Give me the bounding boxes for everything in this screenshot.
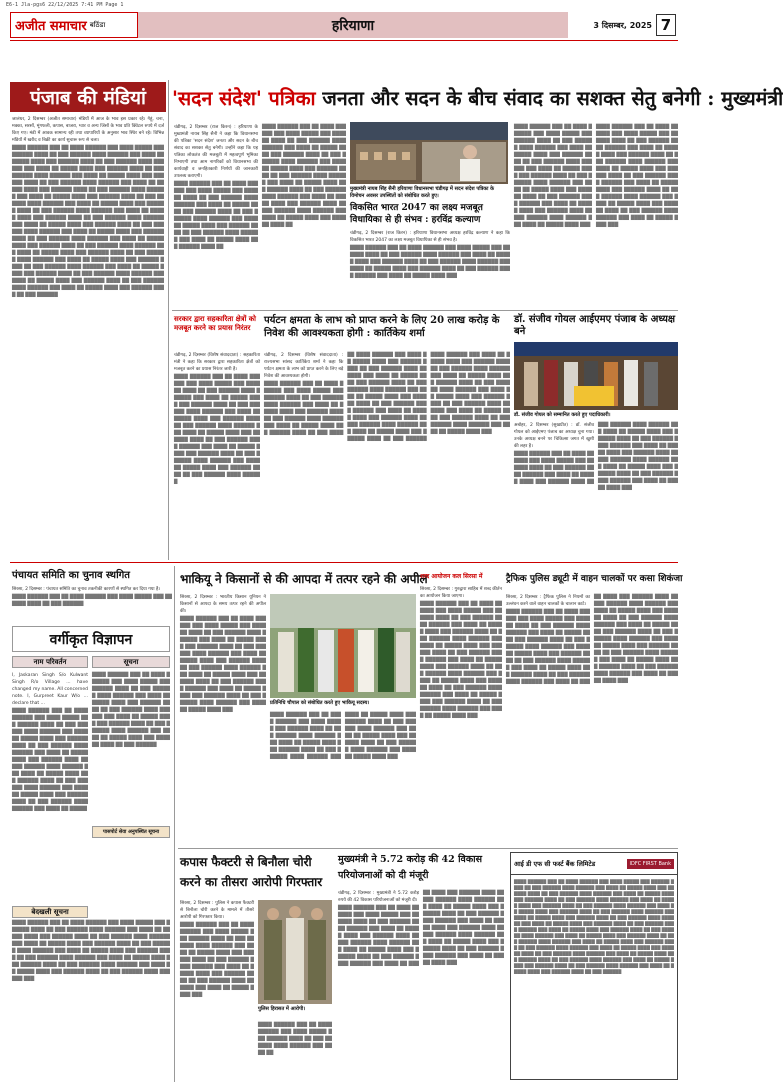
vikas-headline: विकसित भारत 2047 का लक्ष्य मजबूत विधायिका से ही संभव : हरविंद्र कल्याण (350, 203, 483, 225)
panchayat-text: सिरसा, 2 दिसम्बर : पंचायत समिति का चुनाव तकनीकी कारणों से स्थगित कर दिया गया है। (12, 587, 161, 592)
lead-filler-3: ████ ██████ ███ ██ ████ ██████ ███ ████ █████ ███ ██████ ████ ██ ███ ██████ ████ ██████ ███ ████ ██ █████ ████ ███ ██████ ████ ██ ███ ██████ ████ ██████ ███ ████ ██ █████ ████ ███ ██████ ████ ██ ███ ██████ ████ ██████ ███ ████ ██ █████ ████ ███ ██████ ████ ██ ███ ██████ ████ ██████ ███ ████ ██ █████ ████ ███ ██████ ████ ██ ███ ██████ ████ ██████ ███ ████ ██ █████ ████ ███ (514, 125, 592, 228)
classified-lost-docs-label: पासपोर्ट सेवा अनुपस्थित सूचना (102, 829, 160, 835)
edition-city: बठिंडा (89, 20, 106, 29)
bhakiyu-photo-caption: प्रतिनिधि चौपाल को संबोधित करते हुए भाकियू सदस्य। (270, 700, 370, 706)
bhakiyu-body (180, 594, 266, 844)
cm-projects-body (338, 890, 504, 1080)
bank-ad-filler: ████ ██████ ███ ██ ████ ██████ ███ ████ █████ ███ ██████ ████ ██ ███ ██████ ████ ██████ ███ ████ ██ █████ ████ ███ ██████ ████ ██ ███ ██████ ████ ██████ ███ ████ ██ █████ ████ ███ ██████ ████ ██ ███ ██████ ████ ██████ ███ ████ ██ █████ ████ ███ ██████ ████ ██ ███ ██████ ████ ██████ ███ ████ ██ █████ ████ ███ ██████ ████ ██ ███ ██████ ████ ██████ ███ ████ ██ █████ ████ ███ ██████ ████ ██ ███ ██████ ████ ██████ ███ ████ ██ █████ ████ ███ ██████ ████ ██ ███ ██████ ████ ██████ ███ ████ ██ █████ ████ ███ ██████ ████ ██ ███ ██████ ████ ██████ ███ ████ ██ █████ ████ ███ ██████ ████ ██ ███ ██████ ████ ██████ ███ ████ ██ █████ ████ ███ ██████ ████ ██ ███ ██████ ████ ██████ ███ ████ ██ █████ ████ ███ ██████ ████ ██ ███ ██████ ████ ██████ ███ ████ ██ █████ ████ ███ ██████ ████ ██ ███ ██████ ████ ██████ ███ ████ ██ █████ ████ ███ ██████ ████ ██ ███ ██████ ████ ██████ ███ ████ ██ █████ ████ ███ ██████ ████ ██ ███ ██████ (514, 879, 674, 974)
section-rule-2 (10, 562, 678, 563)
bhakiyu-filler-2: ████ ██████ ███ ██ ████ ██████ ███ ████ █████ ███ ██████ ████ ██ ███ ██████ ████ ██████ ███ ████ ██ █████ ████ ███ ██████ ████ ██ ███ ██████ ████ ██████ ███ ████ ██ █████ ████ ███ ██████ ████ ██ ███ ██████ ████ ██████ ███ ████ ██ █████ ████ ███ ██████ ████ ██ ███ ██████ ████ ██████ ███ ████ ██ █████ ████ ███ (270, 713, 416, 760)
shabad-headline: शब्द आयोजन कल सिरसा में (420, 573, 483, 580)
lead-body-col2 (262, 124, 346, 306)
cm-projects-headline: मुख्यमंत्री ने 5.72 करोड़ की 42 विकास परियोजनाओं को दी मंजूरी (338, 854, 483, 881)
issue-date: 3 दिसम्बर, 2025 (593, 20, 652, 30)
cm-projects-filler: ████ ██████ ███ ██ ████ ██████ ███ ████ █████ ███ ██████ ████ ██ ███ ██████ ████ ██████ ███ ████ ██ █████ ████ ███ ██████ ████ ██ ███ ██████ ████ ██████ ███ ████ ██ █████ ████ ███ ██████ ████ ██ ███ ██████ ████ ██████ ███ ████ ██ █████ ████ ███ ██████ ████ ██ ███ ██████ ████ ██████ ███ ████ ██ █████ ████ ███ ██████ ████ ██ ███ ██████ ████ ██████ ███ ████ ██ █████ ████ ███ ██████ ████ ██ ███ ██████ ████ ██████ ███ ████ ██ █████ ████ ███ ██████ ████ ██ ███ ██████ ████ ██████ ███ ████ ██ █████ ████ ███ (338, 891, 504, 967)
classified-title: वर्गीकृत विज्ञापन (12, 626, 170, 652)
panchayat-filler: ████ ██████ ███ ██ ████ ██████ ███ ████ █████ ███ ██████ ████ ██ ███ ██████ (12, 595, 172, 607)
lead-photo-caption: मुख्यमंत्री नायब सिंह सैनी हरियाणा विधानसभा चंडीगढ़ में सदन संदेश पत्रिका के विमोचन अवसर उपस्थितों को संबोधित करते हुए। (350, 186, 495, 199)
vikas-body (350, 230, 510, 306)
traffic-filler: ████ ██████ ███ ██ ████ ██████ ███ ████ █████ ███ ██████ ████ ██ ███ ██████ ████ ██████ ███ ████ ██ █████ ████ ███ ██████ ████ ██ ███ ██████ ████ ██████ ███ ████ ██ █████ ████ ███ ██████ ████ ██ ███ ██████ ████ ██████ ███ ████ ██ █████ ████ ███ ██████ ████ ██ ███ ██████ ████ ██████ ███ ████ ██ █████ ████ ███ ██████ ████ ██ ███ ██████ ████ ██████ ███ ████ ██ █████ ████ ███ ██████ ████ ██ ███ ██████ ████ ██████ ███ ████ ██ █████ ████ ███ ██████ ████ ██ ███ ██████ ████ ██████ ███ ████ ██ █████ ████ ███ ██████ ████ ██ ███ ██████ ████ ██████ ███ ████ ██ █████ ████ ███ ██████ ████ ██ ███ ██████ ████ ██████ ███ ████ ██ █████ ████ ███ (506, 595, 678, 685)
bank-ad-title: आई डी एफ सी फर्स्ट बैंक लिमिटेड (514, 860, 596, 868)
kapas-body (180, 900, 254, 1080)
section-bar (138, 12, 568, 38)
panchayat-headline: पंचायत समिति का चुनाव स्थगित (12, 570, 130, 581)
lead-headline-part1: 'सदन संदेश' पत्रिका (172, 87, 316, 110)
classified-lost: बेदखली सूचना (12, 906, 88, 918)
shabad-body (420, 586, 502, 844)
kapas-body-2 (258, 1022, 332, 1080)
ima-headline: डॉ. संजीव गोयल आईएमए पंजाब के अध्यक्ष बने (514, 314, 676, 337)
ima-body (514, 422, 678, 558)
sahkar-headline: सरकार द्वारा सहकारिता क्षेत्रों को मजबूत करने का प्रयास निरंतर (174, 314, 256, 332)
section-rule-3 (178, 848, 678, 849)
ima-photo-graphic (514, 342, 678, 410)
bank-ad-logo: IDFC FIRST Bank (627, 859, 674, 869)
classified-text: I, Jaskaran Singh S/o Kulwant Singh R/o Village ... have changed my name. All concerned note. I, Gurpreet Kaur W/o ... declare that ... (12, 673, 88, 706)
sahkar-filler: ████ ██████ ███ ██ ████ ██████ ███ ████ █████ ███ ██████ ████ ██ ███ ██████ ████ ██████ ███ ████ ██ █████ ████ ███ ██████ ████ ██ ███ ██████ ████ ██████ ███ ████ ██ █████ ████ ███ ██████ ████ ██ ███ ██████ ████ ██████ ███ ████ ██ █████ ████ ███ ██████ ████ ██ ███ ██████ ████ ██████ ███ ████ ██ █████ ████ ███ ██████ ████ ██ ███ ██████ ████ ██████ ███ ████ ██ █████ ████ ███ ██████ ████ ██ ███ ██████ ████ ██████ (174, 375, 260, 485)
mandi-body (12, 116, 164, 556)
lead-text: चंडीगढ़, 2 दिसम्बर (राज किरन) : हरियाणा के मुख्यमंत्री नायब सिंह सैनी ने कहा कि विधानसभा की पत्रिका 'सदन संदेश' जनता और सदन के बीच संवाद का सशक्त सेतु बनेगी। उन्होंने कहा कि यह पत्रिका लोकतंत्र की मजबूती में महत्वपूर्ण भूमिका निभाएगी तथा आम नागरिकों को विधानसभा की कार्यवाही व जनहितकारी निर्णयों की जानकारी उपलब्ध कराएगी। (174, 125, 258, 179)
classified-lost-docs (92, 826, 170, 838)
cm-projects-text: चंडीगढ़, 2 दिसम्बर : मुख्यमंत्री ने 5.72 करोड़ रुपये की 42 विकास परियोजनाओं को मंजूरी दी। (338, 891, 419, 903)
paryatan-text: चंडीगढ़, 2 दिसम्बर (विशेष संवाददाता) : राज्यसभा सांसद कार्तिकेय शर्मा ने कहा कि पर्यटन क्षमता के लाभ को प्राप्त करने के लिए बड़े निवेश की आवश्यकता होगी। (264, 353, 344, 379)
bhakiyu-text: सिरसा, 2 दिसम्बर : भारतीय किसान यूनियन ने किसानों से आपदा के समय तत्पर रहने की अपील की। (180, 595, 266, 614)
lead-photo (350, 122, 508, 184)
vikas-text: चंडीगढ़, 2 दिसम्बर (राज किरन) : हरियाणा विधानसभा अध्यक्ष हरविंद्र कल्याण ने कहा कि विकसित भारत 2047 का लक्ष्य मजबूत विधायिका से ही संभव है। (350, 231, 510, 243)
kapas-photo (258, 900, 332, 1004)
lead-body-col4 (596, 124, 678, 306)
lead-filler-2: ████ ██████ ███ ██ ████ ██████ ███ ████ █████ ███ ██████ ████ ██ ███ ██████ ████ ██████ ███ ████ ██ █████ ████ ███ ██████ ████ ██ ███ ██████ ████ ██████ ███ ████ ██ █████ ████ ███ ██████ ████ ██ ███ ██████ ████ ██████ ███ ████ ██ █████ ████ ███ ██████ ████ ██ ███ ██████ ████ ██████ ███ ████ ██ █████ ████ ███ ██████ ████ ██ ███ ██████ ████ ██████ ███ ████ ██ █████ ████ ███ ██████ ████ ██ (262, 125, 346, 228)
lead-headline (172, 80, 783, 118)
paryatan-body (264, 352, 510, 558)
ima-filler: ████ ██████ ███ ██ ████ ██████ ███ ████ █████ ███ ██████ ████ ██ ███ ██████ ████ ██████ ███ ████ ██ █████ ████ ███ ██████ ████ ██ ███ ██████ ████ ██████ ███ ████ ██ █████ ████ ███ ██████ ████ ██ ███ ██████ ████ ██████ ███ ████ ██ █████ ████ ███ ██████ ████ ██ ███ ██████ ████ ██████ ███ ████ ██ █████ ████ ███ ██████ ████ ██ ███ ██████ ████ ██████ ███ ████ ██ █████ ████ ███ (514, 423, 678, 491)
kapas-headline: कपास फैक्टरी से बिनौला चोरी करने का तीसरा आरोपी गिरफ्तार (180, 855, 323, 889)
kapas-photo-caption: पुलिस हिरासत में आरोपी। (258, 1006, 306, 1012)
print-strip: E6-1 Jla-pgs6 22/12/2025 7:41 PM Page 1 (6, 2, 124, 8)
sahkar-text: चंडीगढ़, 2 दिसम्बर (विशेष संवाददाता) : सहकारिता मंत्री ने कहा कि सरकार द्वारा सहकारिता क्षेत्रों को मजबूत करने का प्रयास निरंतर जारी है। (174, 353, 260, 372)
classified-filler-3: ████ ██████ ███ ██ ████ ██████ ███ ████ █████ ███ ██████ ████ ██ ███ ██████ ████ ██████ ███ ████ ██ █████ ████ ███ ██████ ████ ██ ███ ██████ ████ ██████ ███ ████ ██ █████ ████ ███ ██████ ████ ██ ███ ██████ ████ ██████ ███ ████ ██ █████ ████ ███ ██████ ████ ██ ███ ██████ ████ ██████ ███ ████ ██ █████ ████ ███ ██████ ████ ██ ███ ██████ ████ ██████ ███ ████ ██ █████ ████ ███ ██████ ████ ██ ███ ██████ ████ ██████ ███ (12, 921, 170, 982)
traffic-headline: ट्रैफिक पुलिस ड्यूटी में वाहन चालकों पर कसा शिकंजा (506, 574, 683, 584)
kapas-filler-2: ████ ██████ ███ ██ ████ ██████ ███ ████ █████ ███ ██████ ████ ██ ███ ██████ ████ ██████ ███ ████ ██ (258, 1023, 332, 1056)
mandi-title-box (10, 82, 166, 112)
bhakiyu-photo-graphic (270, 594, 416, 698)
ima-text: अबोहर, 2 दिसम्बर (सुखप्रीत) : डॉ. संजीव गोयल को आईएमए पंजाब का अध्यक्ष चुना गया। उनके अध्यक्ष बनने पर चिकित्सा जगत में खुशी की लहर है। (514, 423, 594, 449)
shabad-filler: ████ ██████ ███ ██ ████ ██████ ███ ████ █████ ███ ██████ ████ ██ ███ ██████ ████ ██████ ███ ████ ██ █████ ████ ███ ██████ ████ ██ ███ ██████ ████ ██████ ███ ████ ██ █████ ████ ███ ██████ ████ ██ ███ ██████ ████ ██████ ███ ████ ██ █████ ████ ███ ██████ ████ ██ ███ ██████ ████ ██████ ███ ████ ██ █████ ████ ███ ██████ ████ ██ ███ ██████ ████ ██████ ███ ████ ██ █████ ████ ███ ██████ ████ ██ ███ ██████ ████ ██████ ███ ████ ██ █████ ████ ███ (420, 602, 502, 719)
lead-body-col3 (514, 124, 592, 306)
mandi-filler: ████ ██████ ███ ██ ████ ██████ ███ ████ █████ ███ ██████ ████ ██ ███ ██████ ████ ██████ ███ ████ ██ █████ ████ ███ ██████ ████ ██ ███ ██████ ████ ██████ ███ ████ ██ █████ ████ ███ ██████ ████ ██ ███ ██████ ████ ██████ ███ ████ ██ █████ ████ ███ ██████ ████ ██ ███ ██████ ████ ██████ ███ ████ ██ █████ ████ ███ ██████ ████ ██ ███ ██████ ████ ██████ ███ ████ ██ █████ ████ ███ ██████ ████ ██ ███ ██████ ████ ██████ ███ ████ ██ █████ ████ ███ ██████ ████ ██ ███ ██████ ████ ██████ ███ ████ ██ █████ ████ ███ ██████ ████ ██ ███ ██████ ████ ██████ ███ ████ ██ █████ ████ ███ ██████ ████ ██ ███ ██████ ████ ██████ ███ ████ ██ █████ ████ ███ ██████ ████ ██ ███ ██████ ████ ██████ ███ ████ ██ █████ ████ ███ ██████ ████ ██ ███ ██████ ████ ██████ ███ ████ ██ █████ ████ ███ ██████ ████ ██ ███ ██████ ████ ██████ ███ ████ ██ █████ ████ ███ ██████ ████ ██ ███ ██████ ████ ██████ ███ ████ ██ █████ ████ ███ ██████ ████ ██ ███ ██████ ████ ██████ ███ ████ ██ █████ ████ ███ ██████ ████ ██ ███ ██████ ████ ██████ ███ ████ ██ █████ ████ ███ ██████ ████ ██ ███ ██████ (12, 146, 164, 298)
bhakiyu-headline: भाकियू ने किसानों से की आपदा में तत्पर रहने की अपील (180, 572, 428, 586)
date-block (568, 12, 678, 38)
shabad-text: सिरसा, 2 दिसम्बर : गुरुद्वारा साहिब में शब्द कीर्तन का आयोजन किया जाएगा। (420, 587, 502, 599)
classified-col2 (92, 672, 170, 822)
col-divider-lower (174, 566, 175, 1082)
kapas-photo-graphic (258, 900, 332, 1004)
classified-col3 (12, 920, 170, 1080)
lead-filler-4: ████ ██████ ███ ██ ████ ██████ ███ ████ █████ ███ ██████ ████ ██ ███ ██████ ████ ██████ ███ ████ ██ █████ ████ ███ ██████ ████ ██ ███ ██████ ████ ██████ ███ ████ ██ █████ ████ ███ ██████ ████ ██ ███ ██████ ████ ██████ ███ ████ ██ █████ ████ ███ ██████ ████ ██ ███ ██████ ████ ██████ ███ ████ ██ █████ ████ ███ ██████ ████ ██ ███ ██████ ████ ██████ ███ ████ ██ █████ ████ ███ (596, 125, 678, 228)
traffic-text: सिरसा, 2 दिसम्बर : ट्रैफिक पुलिस ने नियमों का उल्लंघन करने वाले वाहन चालकों के चालान काटे। (506, 595, 590, 607)
brand-block (10, 12, 138, 38)
lead-photo-graphic (350, 122, 508, 184)
classified-name-change: नाम परिवर्तन (12, 656, 88, 668)
classified-notice: सूचना (92, 656, 170, 668)
masthead (10, 12, 678, 38)
section-rule-1 (172, 310, 678, 311)
bhakiyu-photo (270, 594, 416, 698)
masthead-rule (10, 40, 678, 41)
sahkar-body (174, 352, 260, 558)
mandi-title: पंजाब की मंडियां (30, 87, 146, 109)
ima-photo (514, 342, 678, 410)
brand-name: अजीत समाचार (15, 19, 87, 34)
kapas-text: सिरसा, 2 दिसम्बर : पुलिस ने कपास फैक्टरी से बिनौला चोरी करने के मामले में तीसरे आरोपी को गिरफ्तार किया। (180, 901, 254, 920)
traffic-body (506, 594, 678, 844)
paryatan-filler: ████ ██████ ███ ██ ████ ██████ ███ ████ █████ ███ ██████ ████ ██ ███ ██████ ████ ██████ ███ ████ ██ █████ ████ ███ ██████ ████ ██ ███ ██████ ████ ██████ ███ ████ ██ █████ ████ ███ ██████ ████ ██ ███ ██████ ████ ██████ ███ ████ ██ █████ ████ ███ ██████ ████ ██ ███ ██████ ████ ██████ ███ ████ ██ █████ ████ ███ ██████ ████ ██ ███ ██████ ████ ██████ ███ ████ ██ █████ ████ ███ ██████ ████ ██ ███ ██████ ████ ██████ ███ ████ ██ █████ ████ ███ ██████ ████ ██ ███ ██████ ████ ██████ ███ ████ ██ █████ ████ ███ ██████ ████ ██ ███ ██████ ████ ██████ ███ ████ ██ █████ ████ ███ ██████ ████ ██ ███ ██████ ████ ██████ ███ ████ ██ █████ ████ ███ ██████ ████ ██ ███ ██████ ████ ██████ ███ ████ ██ █████ ████ ███ ██████ ████ ██ ███ ██████ ████ ██████ ███ ████ ██ █████ ████ ███ ██████ ████ ██ ███ ██████ ████ ██████ ███ ████ ██ █████ ████ ███ (264, 353, 510, 442)
bhakiyu-body-2 (270, 712, 416, 844)
col-divider-left (168, 80, 169, 560)
classified-col1 (12, 672, 88, 902)
lead-body-col1 (174, 124, 258, 306)
classified-filler-1: ████ ██████ ███ ██ ████ ██████ ███ ████ █████ ███ ██████ ████ ██ ███ ██████ ████ ██████ ███ ████ ██ █████ ████ ███ ██████ ████ ██ ███ ██████ ████ ██████ ███ ████ ██ █████ ████ ███ ██████ ████ ██ ███ ██████ ████ ██████ ███ ████ ██ █████ ████ ███ ██████ ████ ██ ███ ██████ ████ ██████ ███ ████ ██ █████ ████ ███ ██████ ████ ██ ███ ██████ ████ ██████ ███ ████ ██ █████ (12, 709, 88, 812)
bank-ad-body (514, 879, 674, 1075)
panchayat-body (12, 586, 172, 622)
vikas-filler: ████ ██████ ███ ██ ████ ██████ ███ ████ █████ ███ ██████ ████ ██ ███ ██████ ████ ██████ ███ ████ ██ █████ ████ ███ ██████ ████ ██ ███ ██████ ████ ██████ ███ ████ ██ █████ ████ ███ ██████ ████ ██ ███ ██████ ████ ██████ ███ ████ ██ █████ ████ ███ (350, 246, 510, 279)
paryatan-headline: पर्यटन क्षमता के लाभ को प्राप्त करने के लिए 20 लाख करोड़ के निवेश की आवश्यकता होगी : कार्तिकेय शर्मा (264, 315, 500, 339)
section-title: हरियाणा (331, 17, 375, 34)
classified-filler-2: ████ ██████ ███ ██ ████ ██████ ███ ████ █████ ███ ██████ ████ ██ ███ ██████ ████ ██████ ███ ████ ██ █████ ████ ███ ██████ ████ ██ ███ ██████ ████ ██████ ███ ████ ██ █████ ████ ███ ██████ ████ ██ ███ ██████ ████ ██████ ███ ████ ██ █████ ████ ███ ██████ ████ ██ ███ ██████ (92, 673, 170, 748)
lead-headline-part2: जनता और सदन के बीच संवाद का सशक्त सेतु बनेगी : मुख्यमंत्री (315, 87, 783, 110)
ima-photo-caption: डॉ. संजीव गोयल को सम्मानित करते हुए पदाधिकारी। (514, 412, 611, 418)
bank-ad (510, 852, 678, 1080)
bhakiyu-filler: ████ ██████ ███ ██ ████ ██████ ███ ████ █████ ███ ██████ ████ ██ ███ ██████ ████ ██████ ███ ████ ██ █████ ████ ███ ██████ ████ ██ ███ ██████ ████ ██████ ███ ████ ██ █████ ████ ███ ██████ ████ ██ ███ ██████ ████ ██████ ███ ████ ██ █████ ████ ███ ██████ ████ ██ ███ ██████ ████ ██████ ███ ████ ██ █████ ████ ███ ██████ ████ ██ ███ ██████ ████ ██████ ███ ████ ██ █████ ████ ███ (180, 617, 266, 713)
page-number: 7 (656, 14, 676, 36)
kapas-filler: ████ ██████ ███ ██ ████ ██████ ███ ████ █████ ███ ██████ ████ ██ ███ ██████ ████ ██████ ███ ████ ██ █████ ████ ███ ██████ ████ ██ ███ ██████ ████ ██████ ███ ████ ██ █████ ████ ███ ██████ ████ ██ ███ ██████ ████ ██████ ███ ████ ██ █████ ████ ███ (180, 923, 254, 998)
lead-filler-1: ████ ██████ ███ ██ ████ ██████ ███ ████ █████ ███ ██████ ████ ██ ███ ██████ ████ ██████ ███ ████ ██ █████ ████ ███ ██████ ████ ██ ███ ██████ ████ ██████ ███ ████ ██ █████ ████ ███ ██████ ████ ██ ███ ██████ ████ ██████ ███ ████ ██ █████ ████ ███ ██████ ████ ██ (174, 182, 258, 250)
mandi-text: जालंधर, 2 दिसम्बर (अजीत समाचार) मंडियों में आज के भाव इस प्रकार रहे। गेहूं, चना, मक्का, सरसों, मूंगफली, कपास, बाजरा, ग्वार व अन्य जिंसों के भाव प्रति क्विंटल रुपये में दर्ज किए गए। मंडी में आवक सामान्य रही तथा व्यापारियों के अनुसार भाव स्थिर बने रहे। विभिन्न मंडियों में खरीद व बिक्री का कार्य सुचारू रूप से चला। (12, 117, 164, 143)
bank-ad-header (511, 853, 677, 875)
